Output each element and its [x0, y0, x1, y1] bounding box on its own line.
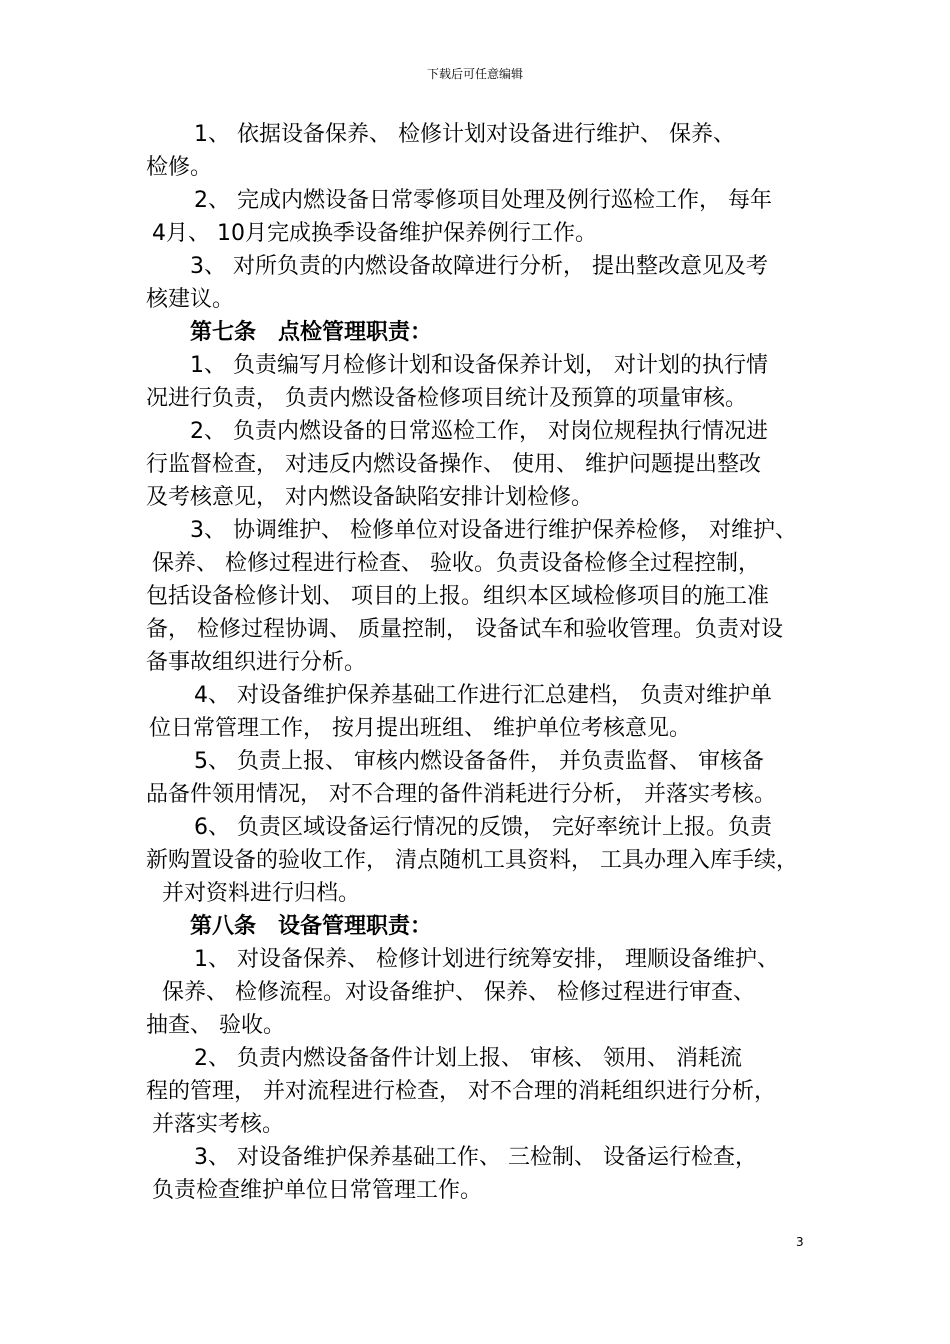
paragraph-line: 3、 对设备维护保养基础工作、 三检制、 设备运行检查， — [194, 1145, 757, 1170]
paragraph-line: 并落实考核。 — [152, 1112, 285, 1137]
paragraph-line: 4月、 10月完成换季设备维护保养例行工作。 — [152, 221, 597, 246]
paragraph-line: 2、 负责内燃设备的日常巡检工作， 对岗位规程执行情况进 — [190, 419, 768, 444]
paragraph-line: 程的管理， 并对流程进行检查， 对不合理的消耗组织进行分析， — [146, 1079, 776, 1104]
paragraph-line: 品备件领用情况， 对不合理的备件消耗进行分析， 并落实考核。 — [146, 782, 776, 807]
paragraph-line: 备事故组织进行分析。 — [146, 650, 367, 675]
paragraph-line: 保养、 检修过程进行检查、 验收。负责设备检修全过程控制， — [152, 551, 760, 576]
paragraph-line: 包括设备检修计划、 项目的上报。组织本区域检修项目的施工准 — [146, 584, 769, 609]
paragraph-line: 2、 负责内燃设备备件计划上报、 审核、 领用、 消耗流 — [194, 1046, 742, 1071]
paragraph-line: 1、 负责编写月检修计划和设备保养计划， 对计划的执行情 — [190, 353, 768, 378]
paragraph-line: 3、 对所负责的内燃设备故障进行分析， 提出整改意见及考 — [190, 254, 768, 279]
page-number: 3 — [796, 1235, 804, 1249]
paragraph-line: 抽查、 验收。 — [146, 1013, 285, 1038]
paragraph-line: 新购置设备的验收工作， 清点随机工具资料， 工具办理入库手续， — [146, 848, 798, 873]
paragraph-line: 并对资料进行归档。 — [162, 881, 361, 906]
paragraph-line: 2、 完成内燃设备日常零修项目处理及例行巡检工作， 每年 — [194, 188, 772, 213]
paragraph-line: 4、 对设备维护保养基础工作进行汇总建档， 负责对维护单 — [194, 683, 772, 708]
paragraph-line: 3、 协调维护、 检修单位对设备进行维护保养检修， 对维护、 — [190, 518, 797, 543]
section-heading: 第七条 点检管理职责： — [190, 320, 433, 345]
paragraph-line: 行监督检查， 对违反内燃设备操作、 使用、 维护问题提出整改 — [146, 452, 761, 477]
paragraph-line: 核建议。 — [146, 287, 235, 312]
section-heading: 第八条 设备管理职责： — [190, 914, 433, 939]
paragraph-line: 位日常管理工作， 按月提出班组、 维护单位考核意见。 — [149, 716, 691, 741]
paragraph-line: 及考核意见， 对内燃设备缺陷安排计划检修。 — [146, 485, 593, 510]
paragraph-line: 况进行负责， 负责内燃设备检修项目统计及预算的项量审核。 — [146, 386, 747, 411]
document-body — [146, 118, 826, 1207]
paragraph-line: 5、 负责上报、 审核内燃设备备件， 并负责监督、 审核备 — [194, 749, 764, 774]
paragraph-line: 1、 依据设备保养、 检修计划对设备进行维护、 保养、 — [194, 122, 735, 147]
paragraph-line: 负责检查维护单位日常管理工作。 — [152, 1178, 483, 1203]
paragraph-line: 备， 检修过程协调、 质量控制， 设备试车和验收管理。负责对设 — [146, 617, 783, 642]
paragraph-line: 检修。 — [146, 155, 213, 180]
paragraph-line: 6、 负责区域设备运行情况的反馈， 完好率统计上报。负责 — [194, 815, 772, 840]
header-note: 下载后可任意编辑 — [426, 67, 523, 81]
paragraph-line: 保养、 检修流程。对设备维护、 保养、 检修过程进行审查、 — [162, 980, 755, 1005]
paragraph-line: 1、 对设备保养、 检修计划进行统筹安排， 理顺设备维护、 — [194, 947, 779, 972]
